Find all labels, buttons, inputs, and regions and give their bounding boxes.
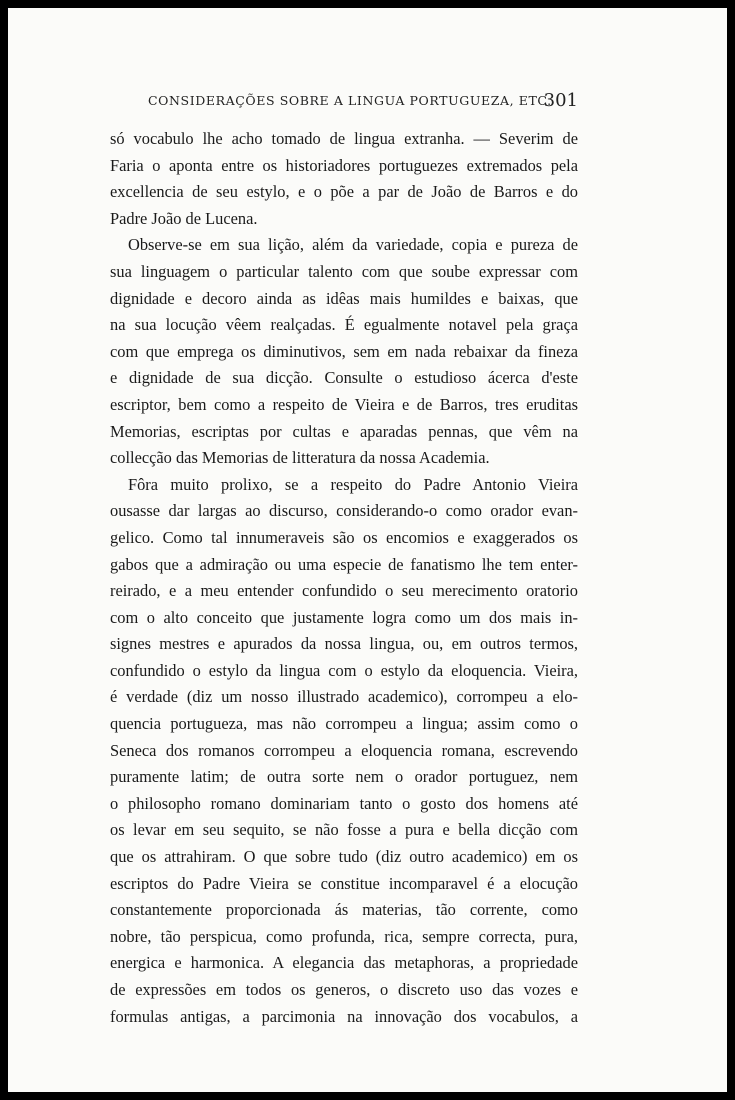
text-line: escriptos do Padre Vieira se constitue incomparavel é a elocução [110,873,578,893]
page-number: 301 [543,90,578,111]
text-line: Faria o aponta entre os historiadores portuguezes extremados pela [110,155,578,175]
scanned-page [8,8,727,1092]
body-text [110,126,578,1030]
text-line: com que emprega os diminutivos, sem em nada rebaixar da fineza [110,341,578,361]
text-line: escriptor, bem como a respeito de Vieira e de Barros, tres eruditas [110,394,578,414]
text-line: Padre João de Lucena. [110,208,258,228]
text-line: excellencia de seu estylo, e o põe a par de João de Barros e do [110,182,578,202]
text-line: com o alto conceito que justamente logra como um dos mais in- [110,607,578,627]
text-line: puramente latim; de outra sorte nem o orador portuguez, nem [110,767,578,787]
text-line: de expressões em todos os generos, o discreto uso das vozes e [110,980,578,999]
text-line: nobre, tão perspicua, como profunda, rica, sempre correcta, pura, [110,926,578,946]
text-line: confundido o estylo da lingua com o estylo da eloquencia. Vieira, [110,660,578,680]
text-line: e dignidade de sua dicção. Consulte o estudioso ácerca d'este [110,368,578,388]
text-line: ousasse dar largas ao discurso, considerando-o como orador evan- [110,501,578,521]
text-line: formulas antigas, a parcimonia na innovação dos vocabulos, a [110,1006,578,1026]
text-line: só vocabulo lhe acho tomado de lingua extranha. — Severim de [110,129,578,148]
text-line: os levar em seu sequito, se não fosse a pura e bella dicção com [110,820,578,840]
running-header [148,90,578,112]
text-line: collecção das Memorias de litteratura da nossa Academia. [110,448,490,468]
text-line: signes mestres e apurados da nossa lingua, ou, em outros termos, [110,634,578,654]
text-line: reirado, e a meu entender confundido o seu merecimento oratorio [110,581,578,601]
paragraph-start-line: Fôra muito prolixo, se a respeito do Padre Antonio Vieira [128,474,578,494]
text-line: na sua locução vêem realçadas. É egualmente notavel pela graça [110,315,578,335]
text-line: constantemente proporcionada ás materias, tão corrente, como [110,900,578,920]
paragraph-start-line: Observe-se em sua lição, além da variedade, copia e pureza de [128,235,578,255]
text-line: sua linguagem o particular talento com que soube expressar com [110,261,578,281]
text-line: é verdade (diz um nosso illustrado academico), corrompeu a elo- [110,687,578,707]
text-line: quencia portugueza, mas não corrompeu a lingua; assim como o [110,714,578,734]
text-line: energica e harmonica. A elegancia das metaphoras, a propriedade [110,953,578,973]
text-line: o philosopho romano dominariam tanto o gosto dos homens até [110,793,578,813]
running-title: CONSIDERAÇÕES SOBRE A LINGUA PORTUGUEZA, ETC. [148,93,552,108]
text-line: gelico. Como tal innumeraveis são os encomios e exaggerados os [110,527,578,547]
text-line: Memorias, escriptas por cultas e aparadas pennas, que vêm na [110,421,578,441]
text-line: dignidade e decoro ainda as idêas mais humildes e baixas, que [110,288,578,308]
text-line: que os attrahiram. O que sobre tudo (diz outro academico) em os [110,847,578,867]
text-line: Seneca dos romanos corrompeu a eloquencia romana, escrevendo [110,740,578,760]
text-line: gabos que a admiração ou uma especie de fanatismo lhe tem enter- [110,554,578,574]
